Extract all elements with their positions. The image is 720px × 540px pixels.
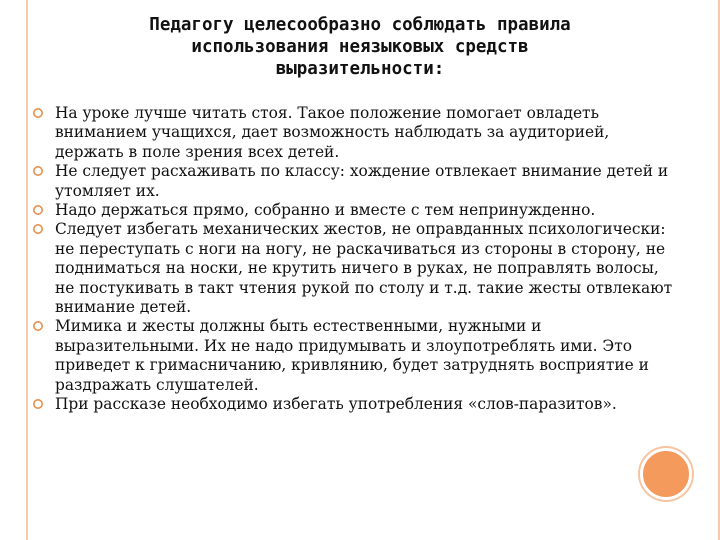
ring-bullet-icon bbox=[32, 204, 44, 216]
list-item-text: Мимика и жесты должны быть естественными, нужными и выразительными. Их не надо придумывать и злоупотреблять ими. Это приведет к гримасничанию, кривлянию, будет затруднять восприятие и раздражать слушателей. bbox=[55, 317, 649, 394]
ring-bullet-icon bbox=[32, 107, 44, 119]
list-item bbox=[32, 162, 682, 201]
ring-bullet-icon bbox=[32, 223, 44, 235]
list-item-text: Надо держаться прямо, собранно и вместе с тем непринужденно. bbox=[55, 201, 596, 220]
list-item-text: При рассказе необходимо избегать употребления «слов-паразитов». bbox=[55, 395, 617, 414]
list-item bbox=[32, 317, 682, 395]
list-item bbox=[32, 104, 682, 162]
decorative-circle bbox=[640, 448, 692, 500]
list-item bbox=[32, 395, 682, 414]
title-line-2: использования неязыковых средств bbox=[191, 37, 529, 57]
slide-title bbox=[60, 14, 660, 80]
title-line-3: выразительности: bbox=[275, 59, 445, 79]
ring-bullet-icon bbox=[32, 165, 44, 177]
list-item bbox=[32, 220, 682, 317]
list-item bbox=[32, 201, 682, 220]
ring-bullet-icon bbox=[32, 320, 44, 332]
title-line-1: Педагогу целесообразно соблюдать правила bbox=[149, 15, 571, 35]
list-item-text: На уроке лучше читать стоя. Такое положение помогает овладеть вниманием учащихся, дает возможность наблюдать за аудиторией, держать в поле зрения всех детей. bbox=[55, 104, 610, 161]
rules-list bbox=[32, 104, 682, 415]
list-item-text: Следует избегать механических жестов, не оправданных психологически: не переступать с ноги на ногу, не раскачиваться из стороны в сторону, не подниматься на носки, не крутить ничего в руках, не поправлять волосы, не постукивать в такт чтения рукой по столу и т.д. такие жесты отвлекают внимание детей. bbox=[55, 220, 673, 317]
list-item-text: Не следует расхаживать по классу: хождение отвлекает внимание детей и утомляет их. bbox=[55, 162, 669, 200]
ring-bullet-icon bbox=[32, 398, 44, 410]
